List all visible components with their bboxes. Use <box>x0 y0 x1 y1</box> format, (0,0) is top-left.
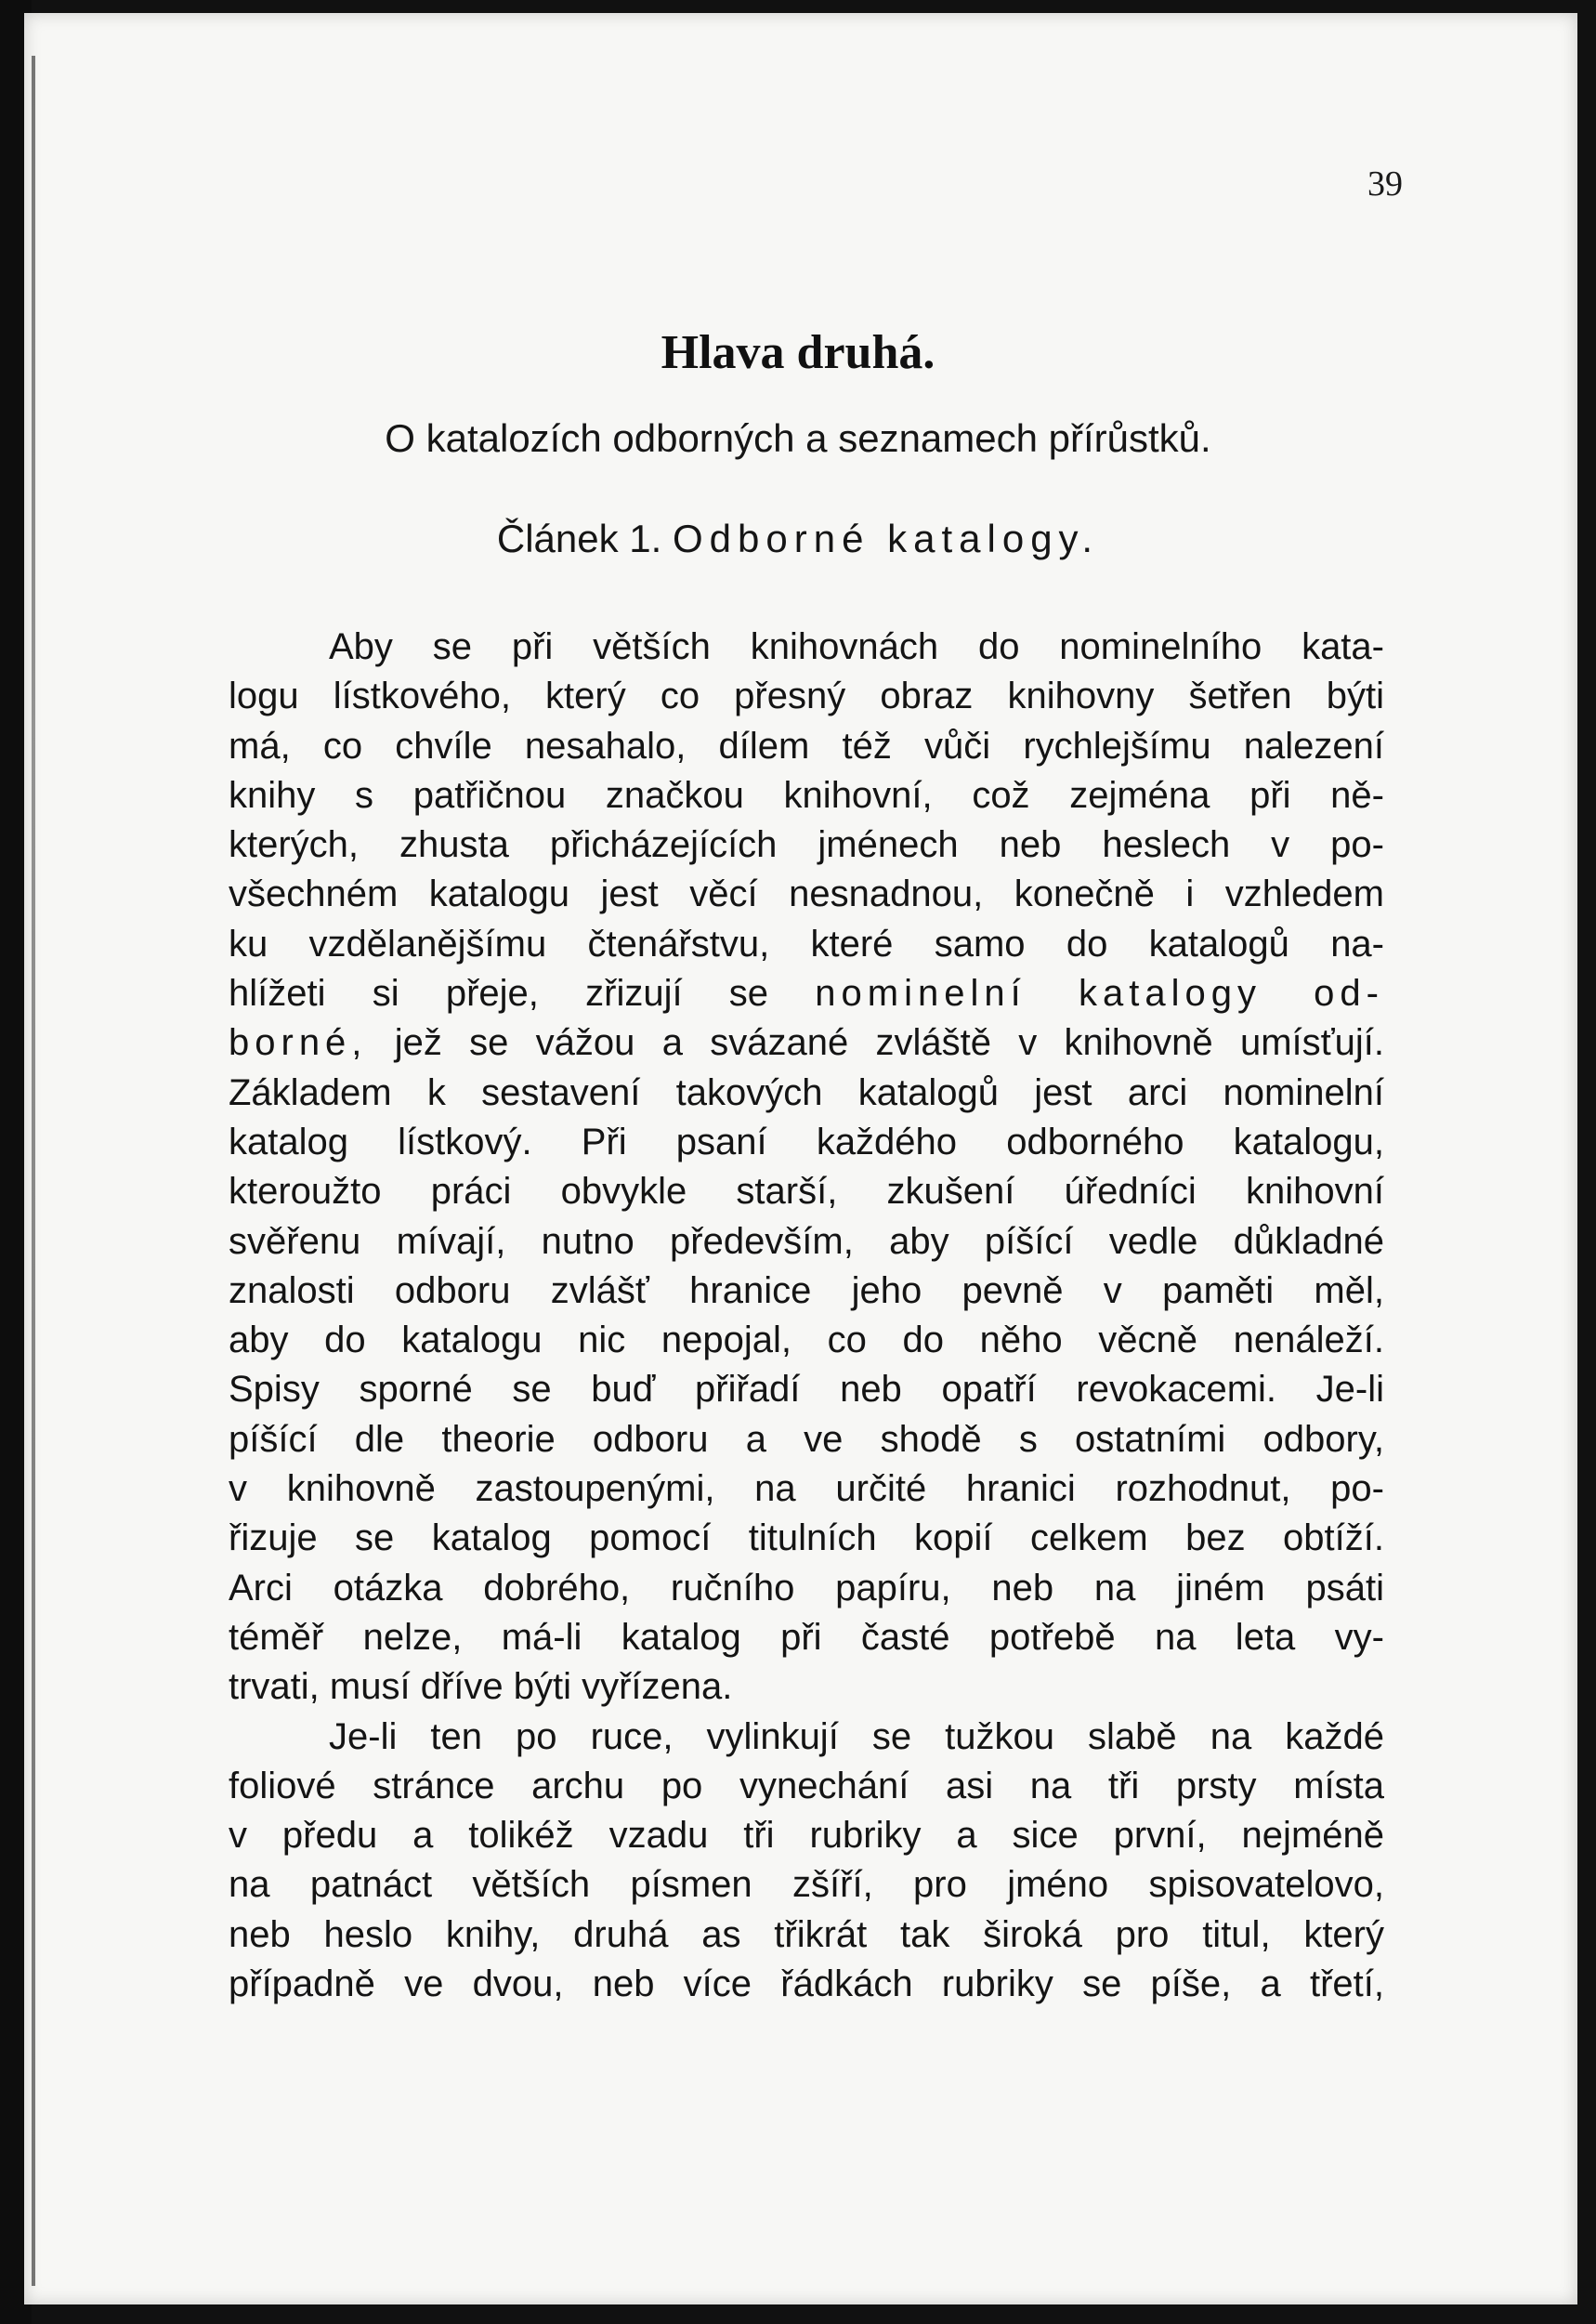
text-span: hlížeti si přeje, zřizují se <box>229 973 769 1015</box>
text-line: Základem k sestavení takových katalogů jest arci nominelní <box>229 1071 1384 1113</box>
text-line: svěřenu mívají, nutno především, aby píšící vedle důkladné <box>229 1220 1384 1262</box>
text-line: v knihovně zastoupenými, na určité hranici rozhodnut, po- <box>229 1468 1384 1510</box>
text-line: má, co chvíle nesahalo, dílem též vůči rychlejšímu nalezení <box>229 725 1384 767</box>
text-line: píšící dle theorie odboru a ve shodě s ostatními odbory, <box>229 1418 1384 1460</box>
spaced-emphasis: borné, <box>229 1022 368 1064</box>
spaced-emphasis: nominelní katalogy od- <box>815 973 1384 1015</box>
page-number: 39 <box>1367 164 1403 204</box>
text-line: řizuje se katalog pomocí titulních kopií celkem bez obtíží. <box>229 1517 1384 1559</box>
text-line: kterých, zhusta přicházejících jménech neb heslech v po- <box>229 824 1384 866</box>
binding-shadow <box>32 56 35 2286</box>
text-line: na patnáct větších písmen zšíří, pro jméno spisovatelovo, <box>229 1864 1384 1906</box>
text-line <box>229 1018 1384 1068</box>
body-text <box>229 623 1384 2009</box>
text-line: Aby se při větších knihovnách do nominelního kata- <box>329 626 1384 667</box>
text-line: všechném katalogu jest věcí nesnadnou, konečně i vzhledem <box>229 873 1384 915</box>
text-line: foliové stránce archu po vynechání asi na tři prsty místa <box>229 1765 1384 1806</box>
text-line: aby do katalogu nic nepojal, co do něho věcně nenáleží. <box>229 1320 1384 1361</box>
article-title <box>0 517 1596 561</box>
text-line: logu lístkového, který co přesný obraz knihovny šetřen býti <box>229 676 1384 717</box>
text-line: znalosti odboru zvlášť hranice jeho pevně v paměti měl, <box>229 1269 1384 1311</box>
text-line: knihy s patřičnou značkou knihovní, což zejména při ně- <box>229 774 1384 816</box>
text-line: kteroužto práci obvykle starší, zkušení úředníci knihovní <box>229 1171 1384 1213</box>
article-name: Odborné katalogy. <box>673 517 1100 560</box>
text-line: v předu a tolikéž vzadu tři rubriky a sice první, nejméně <box>229 1815 1384 1857</box>
text-line <box>229 969 1384 1018</box>
article-prefix: Článek 1. <box>496 517 662 560</box>
text-line: téměř nelze, má-li katalog při časté potřebě na leta vy- <box>229 1616 1384 1658</box>
text-line: Arci otázka dobrého, ručního papíru, neb na jiném psáti <box>229 1567 1384 1608</box>
text-span: jež se vážou a svázané zvláště v knihovně umísťují. <box>394 1022 1384 1064</box>
text-line: neb heslo knihy, druhá as třikrát tak široká pro titul, který <box>229 1913 1384 1955</box>
text-line: katalog lístkový. Při psaní každého odborného katalogu, <box>229 1121 1384 1162</box>
text-line: Je-li ten po ruce, vylinkují se tužkou slabě na každé <box>329 1715 1384 1757</box>
text-line: ku vzdělanějšímu čtenářstvu, které samo do katalogů na- <box>229 923 1384 965</box>
chapter-title: Hlava druhá. <box>661 326 935 379</box>
text-line: trvati, musí dříve býti vyřízena. <box>229 1666 733 1708</box>
chapter-subtitle: O katalozích odborných a seznamech přírůstků. <box>385 416 1211 460</box>
text-line: Spisy sporné se buď přiřadí neb opatří revokacemi. Je-li <box>229 1369 1384 1411</box>
text-line: případně ve dvou, neb více řádkách rubriky se píše, a třetí, <box>229 1963 1384 2005</box>
